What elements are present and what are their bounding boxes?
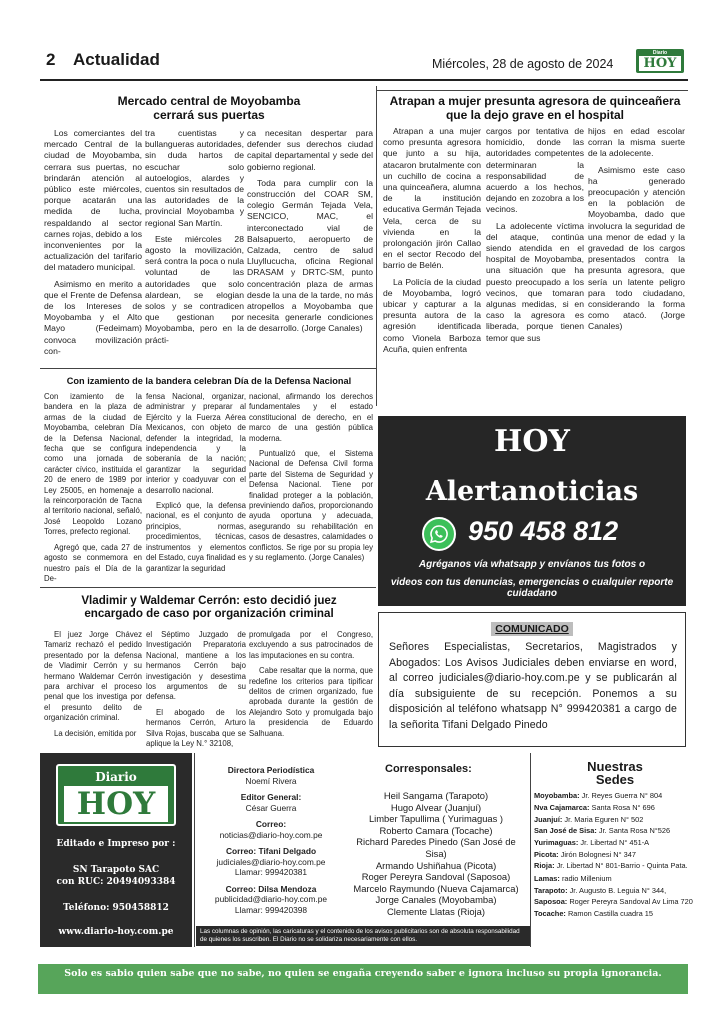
alertanoticias-ad (378, 416, 686, 606)
article2-top-rule (376, 90, 688, 91)
list-item: Roger Pereyra Sandoval (Saposoa) (361, 871, 511, 883)
article3-top-rule (40, 368, 376, 369)
list-item: Rioja: Jr. Libertad N° 801-Barrio - Quinta Pata. (534, 860, 688, 870)
correspondents-list (350, 790, 522, 918)
article4-headline: Vladimir y Waldemar Cerrón: esto decidió juez encargado de caso por organización criminal (81, 594, 337, 620)
list-item: Yurimaguas: Jr. Libertad N° 451-A (534, 838, 650, 848)
article1-headline: Mercado central de Moyobamba cerrará sus puertas (117, 94, 301, 122)
correspondents-title: Corresponsales: (385, 763, 472, 775)
list-item: Limber Tapullima ( Yurimaguas ) (368, 813, 504, 825)
list-item: Saposoa: Roger Pereyra Sandoval Av Lima 720 (534, 897, 693, 907)
article1-col2: tra cuentistas y bullangueras autoridades, sin duda hartos de escuchar solo autoelogios, alardes y cuentos sin resultados de las autoridades de la provincial Moyobamba y regional San Martín. Este miércoles 28 agosto la movilización, será contra la poca o nula voluntad de las autoridades que solo alardean, se elogian solos y se contradicen que gestionan por Moyobamba, pero en la prácti- (145, 128, 244, 345)
list-item: Roberto Camara (Tocache) (379, 824, 493, 836)
article2-headline: Atrapan a mujer presunta agresora de quinceañera que la dejo grave en el hospital (389, 94, 681, 122)
sedes-title: Nuestras Sedes (587, 759, 643, 787)
disclaimer: Las columnas de opinión, las caricaturas y el contenido de los avisos publicitarios son de absoluta responsabilidad de quienes los suscriben. El Diario no se solidariza necesariamente con ellos. (196, 926, 530, 946)
article1-col1: Los comerciantes del mercado Central de la ciudad de Moyobamba, cerrara sus puertas, no brindarán atención al público este miércoles, porque acatarán una medida de lucha, respaldando al sector carnes rojas, debido a los inconvenientes por la actualización del tarifario del matadero municipal. Asimismo en merito a que el Frente de Defensa de los Intereses de Moyobamba y el Alto Mayo (Fedeimam) convoca movilización con- (44, 128, 142, 356)
article4-col2: el Séptimo Juzgado de Investigación Preparatoria Nacional, mantiene a los hermanos Cerrón bajo investigación y desestima los argumentos de su defensa. El abogado de los hermanos Cerrón, Arturo Silva Rojas, buscaba que se aplique la Ley N.° 32108, (146, 630, 246, 748)
article4-col3: promulgada por el Congreso, excluyendo a sus patrocinados de las imputaciones en su contra. Cabe resaltar que la norma, que redefine los criterios para tipificar delitos de crimen organizado, fue aprobada durante la gestión de Alejandro Soto y promulgada bajo la presidencia de Eduardo Salhuana. (249, 630, 373, 738)
logo-main-text: HOY (639, 56, 681, 71)
comunicado-box (378, 612, 686, 747)
list-item: Marcelo Raymundo (Nueva Cajamarca) (353, 882, 519, 894)
article3-headline: Con izamiento de la bandera celebran Día de la Defensa Nacional (66, 376, 352, 386)
section-title: Actualidad (73, 50, 160, 69)
company-phone: Teléfono: 950458812 (63, 903, 169, 913)
list-item: Moyobamba: Jr. Reyes Guerra N° 804 (534, 791, 663, 800)
company-name: SN Tarapoto SAC (72, 865, 160, 875)
list-item: Richard Paredes Pinedo (San José de Sisa) (356, 836, 516, 859)
company-ruc: con RUC: 20494093384 (56, 877, 176, 887)
article4-col1: El juez Jorge Chávez Tamariz rechazó el pedido presentado por la defensa de Vladimir Cerrón y su hermano Waldemar Cerrón para archivar el proceso penal que los investiga por el presunto delito de organización criminal. La decisión, emitida por (44, 630, 142, 738)
list-item: Picota: Jirón Bolognesi N° 347 (534, 849, 636, 859)
staff-directory: Directora Periodística Noemí Rivera Editor General: César Guerra Correo: noticias@diario-hoy.com.pe Correo: Tifani Delgado judiciales@diario-hoy.com.pe Llamar: 999420381 Correo: Dilsa Mendoza publicidad@diario-hoy.com.pe Llamar: 999420398 (214, 765, 328, 915)
page-number: 2 (46, 50, 56, 69)
whatsapp-icon (422, 517, 456, 551)
ad-line1: Agréganos vía whatsapp y envíanos tus fotos o (418, 559, 646, 570)
header-rule (40, 79, 688, 81)
ad-hoy-text: HOY (494, 424, 570, 459)
sedes-list (534, 790, 694, 920)
list-item: Hugo Alvear (Juanjuí) (390, 801, 482, 813)
comunicado-text: Señores Especialistas, Secretarios, Magistrados y Abogados: Los Avisos Judiciales deben enviarse en word, al correo judiciales@diario-hoy.com.pe y se publicarán al día subsiguiente de su recepción. Ponemos a su disposición al teléfono whatsapp N° 999420381 a cargo de la señorita Tifani Delgado Pinedo (389, 641, 677, 731)
logo-top-text: Diario (652, 50, 668, 56)
article3-col3: nacional, afirmando los derechos fundamentales y el estado constitucional de derecho, en el marco de una gestión pública moderna. Puntualizó que, el Sistema Nacional de Defensa Civil forma parte del Sistema de Seguridad y Defensa Nacional. Tiene por finalidad proteger a la población, previniendo daños, proporcionando ayuda oportuna y adecuada, asegurando su rehabilitación en casos de desastres, calamidades o conflictos. Se rige por su propia ley y su reglamento. (Jorge Canales) (249, 392, 373, 563)
list-item: Nva Cajamarca: Santa Rosa N° 696 (534, 802, 655, 812)
edited-label: Editado e Impreso por : (56, 839, 176, 849)
list-item: Armando Ushiñahua (Picota) (375, 859, 497, 871)
article3-col2: fensa Nacional, organizar, administrar y preparar al Ejército y la Fuerza Aérea Mexicanos, con objeto de defender la integridad, la independencia y la soberanía de la nación; garantizar la seguridad interior y coadyuvar con el desarrollo nacional. Explicó que, la defensa nacional, es el conjunto de principios, normas, procedimientos, técnicas, instrumentos y elementos del Estado, cuya finalidad es garantizar la seguridad (146, 392, 246, 573)
article4-top-rule (40, 587, 376, 588)
diario-hoy-logo: Diario HOY (56, 764, 176, 826)
article2-col3: hijos en edad escolar corran la misma suerte de la adolecente. Asimismo este caso ha generado preocupación y atención en la población de Moyobamba, dado que involucra la seguridad de una menor de edad y la gravedad de los cargos presentados contra la presunta agresora, que sería un latente peligro para todo ciudadano, considerando la forma como atacó. (Jorge Canales) (588, 126, 685, 332)
list-item: Jorge Canales (Moyobamba) (375, 894, 497, 906)
ad-line2: videos con tus denuncias, emergencias o cualquier reporte cuidadano (390, 577, 674, 599)
staff-divider (194, 753, 195, 947)
list-item: Clemente Llatas (Rioja) (387, 905, 485, 917)
footer-quote: Solo es sabio quien sabe que no sabe, no quien se engaña creyendo saber e ignora incluso su propia ignorancia. (38, 964, 688, 994)
list-item: Heil Sangama (Tarapoto) (383, 790, 489, 801)
list-item: Lamas: radio Millenium (534, 873, 612, 883)
article3-col1: Con izamiento de la bandera en la plaza de armas de la ciudad de Moyobamba, celebran Día de la Defensa Nacional, fecha que se configura como una jornada de carácter cívico, instituida el 20 de enero de 1989 por Ley 25005, en homenaje a la reincorporación de Tacna al territorio nacional, señaló, José Leopoldo Lozano Torres, prefecto regional. Agregó que, cada 27 de agosto se conmemora en nuestro país el Día de la De- (44, 392, 142, 582)
staff-logo-box (40, 753, 192, 947)
ad-title: Alertanoticias (425, 476, 639, 507)
issue-date: Miércoles, 28 de agosto de 2024 (432, 57, 614, 71)
list-item: San José de Sisa: Jr. Santa Rosa N°526 (534, 826, 671, 836)
list-item: Tocache: Ramon Castilla cuadra 15 (534, 909, 653, 919)
list-item: Tarapoto: Jr. Augusto B. Leguia N° 344, (534, 885, 667, 895)
column-divider (376, 86, 377, 406)
article1-col3: ca necesitan despertar para defender sus derechos ciudad capital departamental y sede del gobierno regional. Toda para cumplir con la construcción del COAR SM, colegio Germán Tejada Vela, SENCICO, MAC, el interconectado vial de Balsapuerto, aeropuerto de Calzada, centro de salud Lluyllucucha, oficina Regional DRASAM y DRTC-SM, punto concentración plaza de armas desde la una de la tarde, no más atropellos a Moyobamba que necesita generarle condiciones de desarrollo. (Jorge Canales) (247, 128, 373, 334)
list-item: Juanjuí: Jr. Maria Eguren N° 502 (534, 814, 644, 824)
article2-col1: Atrapan a una mujer como presunta agresora que junto a su hija, atacaron brutalmente con un cuchillo de cocina a una quinceañera, alumna de la institución educativa Germán Tejada Vela, cerca de su vivienda en la prolongación jirón Callao en el sector Recodo del barrio de Belén. La Policía de la ciudad de Moyobamba, logró ubicar y capturar a la presunta autora de la agresión identificada como Vionela Barboza Acuña, quien enfrenta (383, 126, 481, 354)
ad-phone-number: 950 458 812 (468, 516, 619, 546)
comunicado-title: COMUNICADO (491, 622, 573, 636)
masthead-logo (636, 49, 684, 73)
company-website[interactable]: www.diario-hoy.com.pe (58, 927, 174, 937)
sedes-divider (530, 753, 531, 947)
article2-col2: cargos por tentativa de homicidio, donde las autoridades competentes determinaran la responsabilidad de acuerdo a los hechos, dejando en zozobra a los vecinos. La adolecente víctima del ataque, continúa siendo atendida en el hospital de Moyobamba, una situación que ha puesto preocupado a los vecinos, que tomaran algunas medidas, si en caso la agresora es liberada, porque tienen temor que sus (486, 126, 584, 343)
